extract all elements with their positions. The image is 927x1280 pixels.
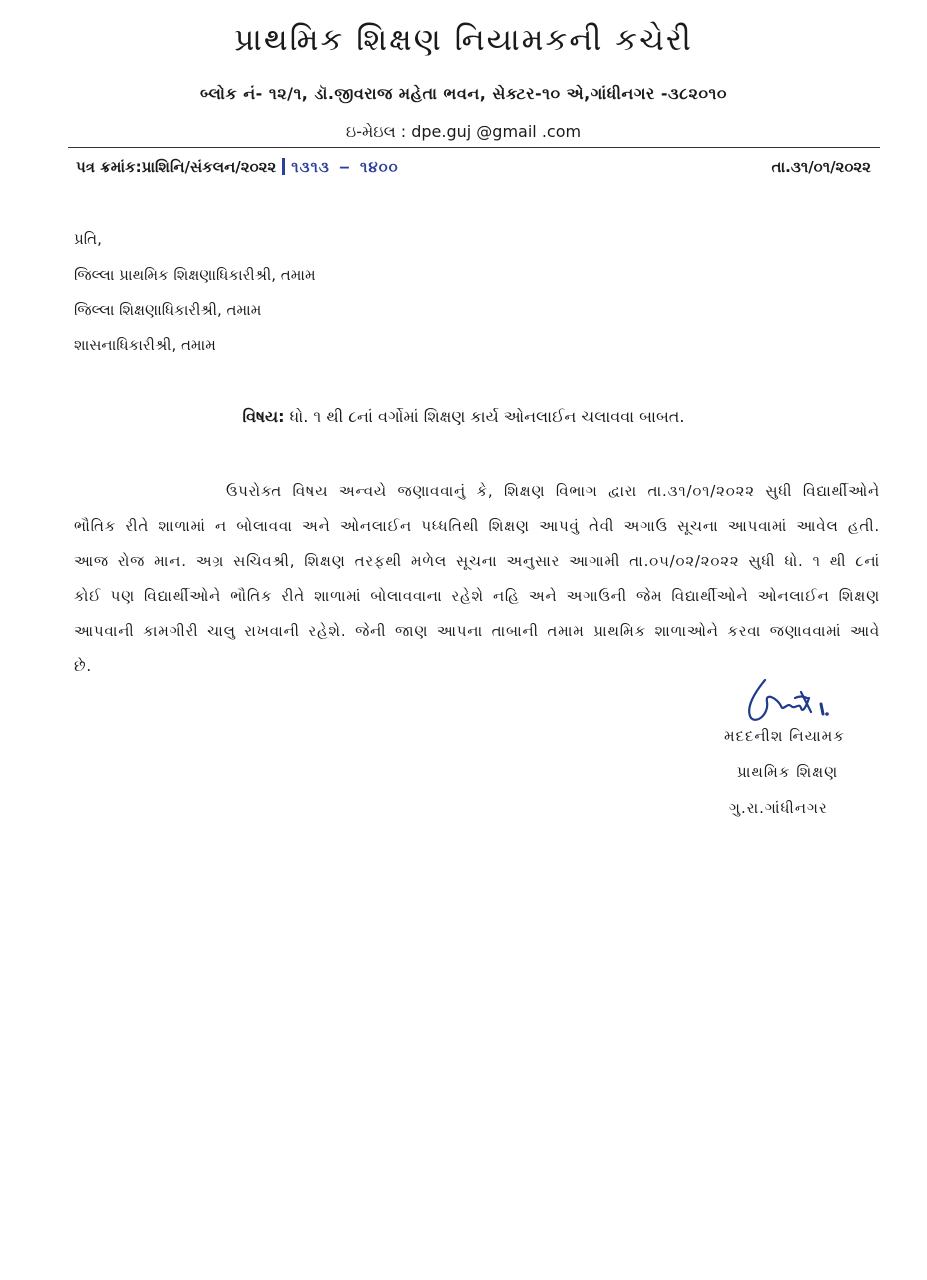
header-divider: [68, 147, 880, 148]
reference-prefix: પત્ર ક્રમાંક:પ્રાશિનિ/સંકલન/૨૦૨૨: [76, 158, 277, 176]
addressee-line-2: જિલ્લા શિક્ષણાધિકારીશ્રી, તમામ: [74, 301, 262, 319]
letter-date: તા.૩૧/૦૧/૨૦૨૨: [771, 158, 871, 176]
reference-separator: [282, 158, 285, 175]
addressee-line-1: જિલ્લા પ્રાથમિક શિક્ષણાધિકારીશ્રી, તમામ: [74, 266, 316, 284]
signatory-designation: મદદનીશ નિયામક: [724, 727, 845, 745]
addressee-to: પ્રતિ,: [74, 230, 102, 248]
reference-number: ૧૩૧૩ – ૧૪૦૦: [291, 158, 399, 176]
office-title: પ્રાથમિક શિક્ષણ નિયામકની કચેરી: [234, 22, 693, 58]
letter-body: ઉપરોક્ત વિષય અન્વયે જણાવવાનું કે, શિક્ષણ વિભાગ દ્વારા તા.૩૧/૦૧/૨૦૨૨ સુધી વિદ્યાર્થીઓને ભૌતિક રીતે શાળામાં ન બોલાવવા અને ઓનલાઈન પધ્ધતિથી શિક્ષણ આપવું તેવી અગાઉ સૂચના આપવામાં આવેલ હતી. આજ રોજ માન. અગ્ર સચિવશ્રી, શિક્ષણ તરફથી મળેલ સૂચના અનુસાર આગામી તા.૦૫/૦૨/૨૦૨૨ સુધી ધો. ૧ થી ૮નાં કોઈ પણ વિદ્યાર્થીઓને ભૌતિક રીતે શાળામાં બોલાવવાના રહેશે નહિ અને અગાઉની જેમ વિદ્યાર્થીઓને ઓનલાઈન શિક્ષણ આપવાની કામગીરી ચાલુ રાખવાની રહેશે. જેની જાણ આપના તાબાની તમામ પ્રાથમિક શાળાઓને કરવા જણાવવામાં આવે છે.: [74, 482, 880, 675]
signature-mark: [737, 668, 837, 728]
subject-text: ધો. ૧ થી ૮નાં વર્ગોમાં શિક્ષણ કાર્ય ઓનલાઈન ચલાવવા બાબત.: [284, 407, 685, 426]
signatory-location: ગુ.રા.ગાંધીનગર: [729, 799, 828, 817]
office-address: બ્લોક નં- ૧૨/૧, ડૉ.જીવરાજ મહેતા ભવન, સેક્ટર-૧૦ એ,ગાંધીનગર -૩૮૨૦૧૦: [200, 84, 727, 103]
addressee-line-3: શાસનાધિકારીશ્રી, તમામ: [74, 336, 216, 354]
signatory-department: પ્રાથમિક શિક્ષણ: [737, 763, 839, 781]
office-email: ઇ-મેઇલ : dpe.guj @gmail .com: [345, 122, 582, 141]
subject-line: [0, 407, 927, 427]
letter-reference: [76, 158, 399, 176]
subject-label: વિષય:: [242, 407, 285, 426]
